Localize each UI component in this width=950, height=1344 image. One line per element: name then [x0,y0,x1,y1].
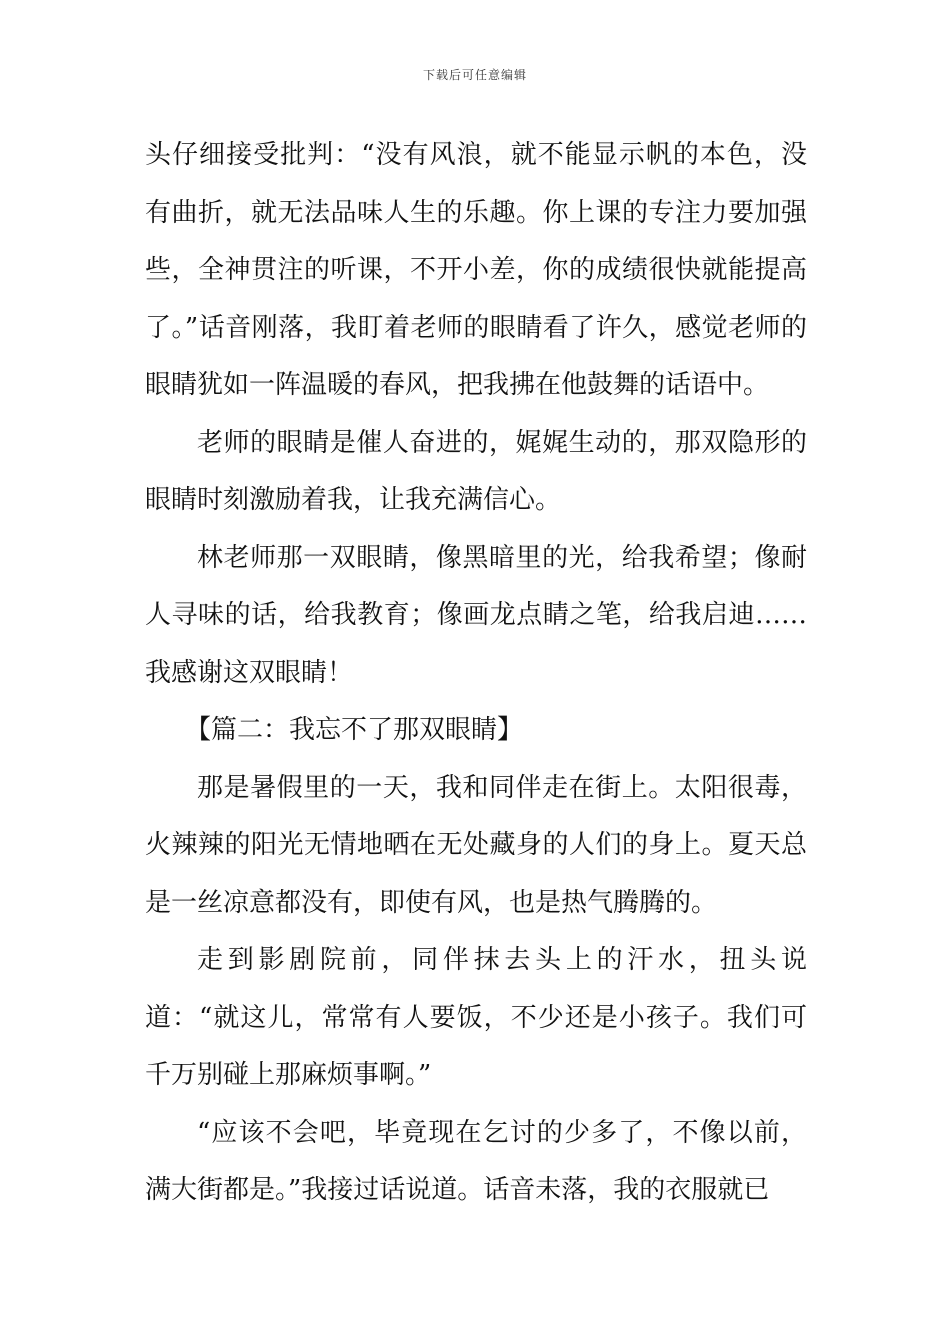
page-header: 下载后可任意编辑 [422,68,527,82]
paragraph: 走到影剧院前，同伴抹去头上的汗水，扭头说道：“就这儿，常常有人要饭，不少还是小孩子。我们可千万别碰上那麻烦事啊。” [145,945,807,1090]
paragraph: 老师的眼睛是催人奋进的，娓娓生动的，那双隐形的眼睛时刻激励着我，让我充满信心。 [145,427,807,515]
paragraph: 那是暑假里的一天，我和同伴走在街上。太阳很毒，火辣辣的阳光无情地晒在无处藏身的人们的身上。夏天总是一丝凉意都没有，即使有风，也是热气腾腾的。 [145,772,807,918]
document-body [145,127,807,1220]
section-heading: 【篇二：我忘不了那双眼睛】 [185,715,524,745]
paragraph: “应该不会吧，毕竟现在乞讨的少多了，不像以前，满大街都是。”我接过话说道。话音未落，我的衣服就已 [145,1117,807,1205]
paragraph-continuation: 头仔细接受批判：“没有风浪，就不能显示帆的本色，没有曲折，就无法品味人生的乐趣。你上课的专注力要加强些，全神贯注的听课，不开小差，你的成绩很快就能提高了。”话音刚落，我盯着老师的眼睛看了许久，感觉老师的眼睛犹如一阵温暖的春风，把我拂在他鼓舞的话语中。 [145,140,807,400]
paragraph: 林老师那一双眼睛，像黑暗里的光，给我希望；像耐人寻味的话，给我教育；像画龙点睛之笔，给我启迪……我感谢这双眼睛！ [145,542,807,688]
